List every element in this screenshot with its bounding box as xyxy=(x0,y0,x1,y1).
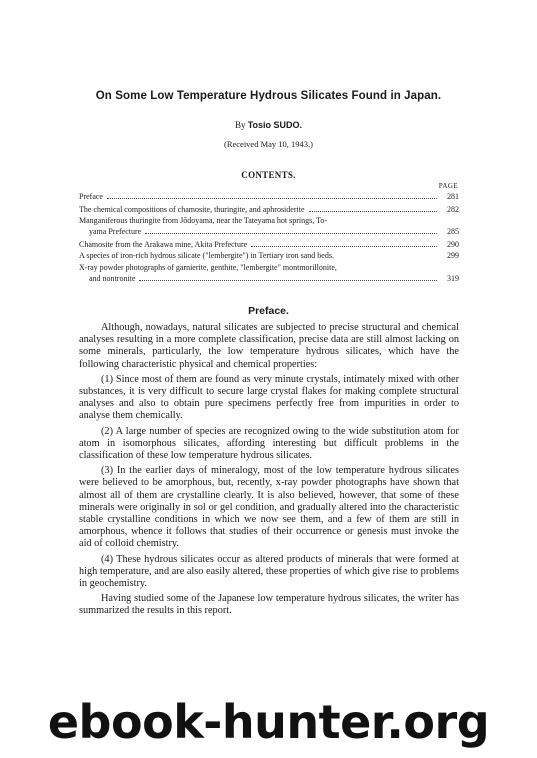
toc-leader-dots xyxy=(145,226,437,234)
body-paragraph: (3) In the earlier days of mineralogy, most of the low temperature hydrous silicates were believed to be amorphous, but, recently, x-ray powder photographs have shown that almost all of them are crystalline clearly. It is also believed, however, that some of these minerals were originally in sol or gel condition, and gradually altered into the characteristic stable crystalline conditions in which we now see them, and a few of them are still in amorphous, whence it follows that studies of their occurrence or genesis must invoke the aid of colloid chemistry. xyxy=(79,465,459,550)
toc-entry xyxy=(79,263,459,284)
table-of-contents xyxy=(79,191,459,285)
toc-entry-text-continued: and nontronite xyxy=(89,273,136,283)
toc-page-number: 285 xyxy=(447,227,459,236)
toc-leader-dots xyxy=(309,204,438,212)
preface-body xyxy=(79,322,459,621)
author-name: Tosio SUDO. xyxy=(247,120,303,130)
toc-entry xyxy=(79,239,459,250)
body-paragraph: Having studied some of the Japanese low temperature hydrous silicates, the writer has summarized the results in this report. xyxy=(79,593,459,617)
toc-page-number: 319 xyxy=(447,273,459,283)
toc-page-number: 281 xyxy=(447,192,459,201)
toc-page-number: 299 xyxy=(447,251,459,260)
toc-entry xyxy=(79,204,459,215)
toc-entry-text-continued: yama Prefecture xyxy=(89,227,142,236)
author-line xyxy=(0,120,537,130)
toc-entry-text: Preface xyxy=(79,192,103,201)
body-paragraph: (2) A large number of species are recognized owing to the wide substitution atom for atom in isomorphous silicates, affording interesting but difficult problems in the classification of these low temperature hydrous silicates. xyxy=(79,425,459,462)
toc-entry-text: Chamosite from the Arakawa mine, Akita Prefecture xyxy=(79,239,248,249)
toc-entry-text: A species of iron-rich hydrous silicate ("lembergite") in Tertiary iron sand beds. xyxy=(79,251,334,260)
body-paragraph: Although, nowadays, natural silicates are subjected to precise structural and chemical analyses resulting in a more complete classification, precise data are still almost lacking on some minerals, particularly, the low temperature hydrous silicates, which have the following characteristic physical and chemical properties: xyxy=(79,322,459,370)
toc-entry-text: Manganiferous thuringite from Jōdoyama, near the Tateyama hot springs, To- xyxy=(79,216,328,225)
toc-entry xyxy=(79,251,459,261)
toc-page-number: 290 xyxy=(447,239,459,249)
body-paragraph: (4) These hydrous silicates occur as altered products of minerals that were formed at high temperature, and are also easily altered, these properties of which give rise to problems in geochemistry. xyxy=(79,553,459,590)
toc-page-number: 282 xyxy=(447,204,459,214)
toc-entry xyxy=(79,191,459,202)
preface-heading: Preface. xyxy=(248,305,289,317)
article-title: On Some Low Temperature Hydrous Silicates Found in Japan. xyxy=(95,90,442,102)
body-paragraph: (1) Since most of them are found as very minute crystals, intimately mixed with other substances, it is very difficult to secure large crystal flakes for making complete structural analyses and also to obtain pure specimens perfectly free from impurities in order to analyse them chemically. xyxy=(79,373,459,422)
toc-leader-dots xyxy=(139,273,437,281)
toc-leader-dots xyxy=(251,239,437,247)
received-date: (Received May 10, 1943.) xyxy=(224,139,313,149)
toc-entry-text: The chemical compositions of chamosite, thuringite, and aphrosiderite xyxy=(79,204,305,214)
toc-entry xyxy=(79,216,459,237)
contents-heading: CONTENTS. xyxy=(241,170,296,180)
page-column-label: PAGE xyxy=(438,182,458,190)
toc-leader-dots xyxy=(107,191,437,199)
author-prefix: By xyxy=(234,120,246,130)
watermark: ebook-hunter.org xyxy=(47,695,490,749)
toc-entry-text: X-ray powder photographs of garnierite, genthite, "lembergite" montmorillonite, xyxy=(79,262,337,272)
